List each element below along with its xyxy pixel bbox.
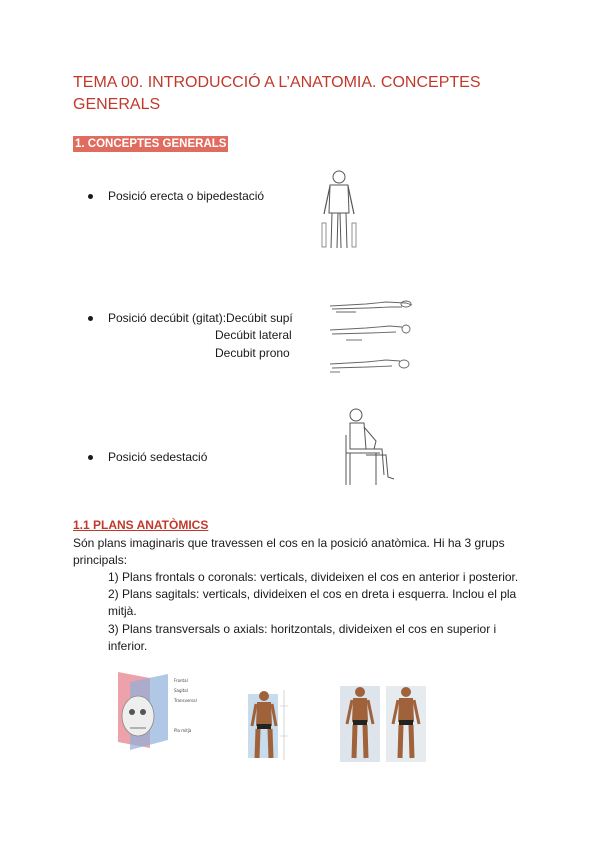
bullet-sedestacio: [108, 449, 207, 465]
intro-paragraph: Són plans imaginaris que travessen el cos en la posició anatòmica. Hi ha 3 grups principals:: [73, 536, 505, 567]
seated-figure-image: [336, 405, 398, 487]
body-planes-image: [240, 686, 296, 762]
bullet-dot: [88, 316, 93, 321]
bullet-erecta-text: Posició erecta o bipedestació: [108, 189, 265, 203]
bullet-sedestacio-text: Posició sedestació: [108, 450, 208, 464]
svg-text:Sagital: Sagital: [174, 688, 188, 693]
bullet-decubit: [108, 310, 293, 326]
standing-figure-image: [318, 168, 360, 252]
svg-text:Transversal: Transversal: [174, 698, 197, 703]
plans-list-item: 1) Plans frontals o coronals: verticals, divideixen el cos en anterior i posterior.: [108, 570, 519, 584]
bullet-decubit-text: Posició decúbit (gitat):Decúbit supí: [108, 311, 293, 325]
bullet-dot: [88, 455, 93, 460]
page-title: TEMA 00. INTRODUCCIÓ A L’ANATOMIA. CONCEPTES GENERALS: [73, 74, 481, 113]
plans-list-item: 2) Plans sagitals: verticals, divideixen el cos en dreta i esquerra. Inclou el pla mitjà.: [108, 587, 517, 618]
svg-text:Pla mitjà: Pla mitjà: [174, 728, 192, 733]
decubit-lateral-text: Decúbit lateral: [215, 328, 292, 342]
section-heading-conceptes: 1. CONCEPTES GENERALS: [75, 138, 227, 150]
bullet-erecta: [108, 188, 264, 204]
decubit-prono-text: Decubit prono: [215, 346, 290, 360]
skull-planes-image: [110, 668, 220, 754]
bullet-dot: [88, 194, 93, 199]
plans-list-item: 3) Plans transversals o axials: horitzontals, divideixen el cos en superior i inferior.: [108, 622, 497, 653]
section-heading-plans: 1.1 PLANS ANATÒMICS: [73, 518, 209, 532]
bodies-planes-image: [336, 680, 440, 764]
svg-text:Frontal: Frontal: [174, 678, 188, 683]
decubit-figures-image: [326, 296, 416, 378]
